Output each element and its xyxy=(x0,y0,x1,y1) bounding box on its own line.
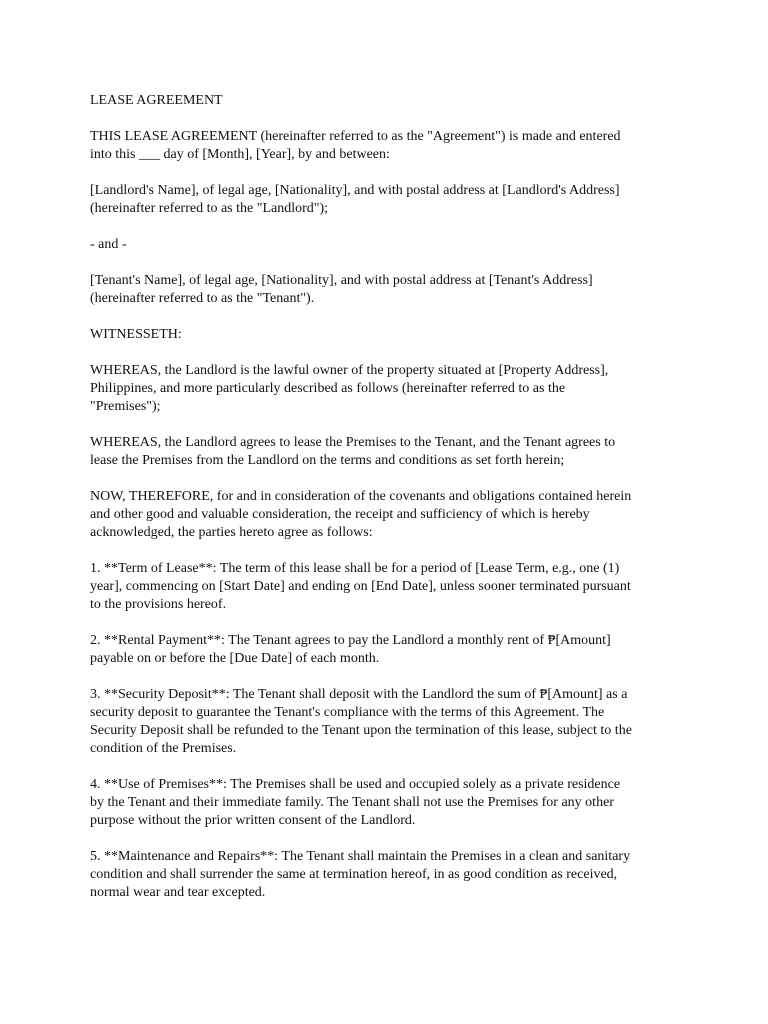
witnesseth-heading: WITNESSETH: xyxy=(90,327,182,342)
intro-paragraph: THIS LEASE AGREEMENT (hereinafter referred to as the "Agreement") is made and entered into this ___ day of [Month], [Year], by and between: xyxy=(90,129,621,162)
now-therefore-paragraph: NOW, THEREFORE, for and in consideration of the covenants and obligations contained herein and other good and valuable consideration, the receipt and sufficiency of which is hereby acknowledged, the parties hereto agree as follows: xyxy=(90,489,632,540)
clause-use-of-premises: 4. **Use of Premises**: The Premises shall be used and occupied solely as a private residence by the Tenant and their immediate family. The Tenant shall not use the Premises for any other purpose without the prior written consent of the Landlord. xyxy=(90,777,621,828)
and-separator: - and - xyxy=(90,237,127,252)
document-page xyxy=(90,92,690,920)
clause-security-deposit: 3. **Security Deposit**: The Tenant shall deposit with the Landlord the sum of ₱[Amount] as a security deposit to guarantee the Tenant's compliance with the terms of this Agreement. The Security Deposit shall be refunded to the Tenant upon the termination of this lease, subject to the condition of the Premises. xyxy=(90,687,632,756)
whereas-owner-paragraph: WHEREAS, the Landlord is the lawful owner of the property situated at [Property Address], Philippines, and more particularly described as follows (hereinafter referred to as the "Premises"); xyxy=(90,363,609,414)
tenant-paragraph: [Tenant's Name], of legal age, [Nationality], and with postal address at [Tenant's Address] (hereinafter referred to as the "Tenant"). xyxy=(90,273,593,306)
clause-term-of-lease: 1. **Term of Lease**: The term of this lease shall be for a period of [Lease Term, e.g., one (1) year], commencing on [Start Date] and ending on [End Date], unless sooner terminated pursuant to the provisions hereof. xyxy=(90,561,631,612)
clause-rental-payment: 2. **Rental Payment**: The Tenant agrees to pay the Landlord a monthly rent of ₱[Amount] payable on or before the [Due Date] of each month. xyxy=(90,633,611,666)
landlord-paragraph: [Landlord's Name], of legal age, [Nationality], and with postal address at [Landlord's Address] (hereinafter referred to as the "Landlord"); xyxy=(90,183,620,216)
clause-maintenance-repairs: 5. **Maintenance and Repairs**: The Tenant shall maintain the Premises in a clean and sanitary condition and shall surrender the same at termination hereof, in as good condition as received, normal wear and tear excepted. xyxy=(90,849,631,900)
document-title: LEASE AGREEMENT xyxy=(90,93,223,108)
whereas-lease-paragraph: WHEREAS, the Landlord agrees to lease the Premises to the Tenant, and the Tenant agrees to lease the Premises from the Landlord on the terms and conditions as set forth herein; xyxy=(90,435,616,468)
